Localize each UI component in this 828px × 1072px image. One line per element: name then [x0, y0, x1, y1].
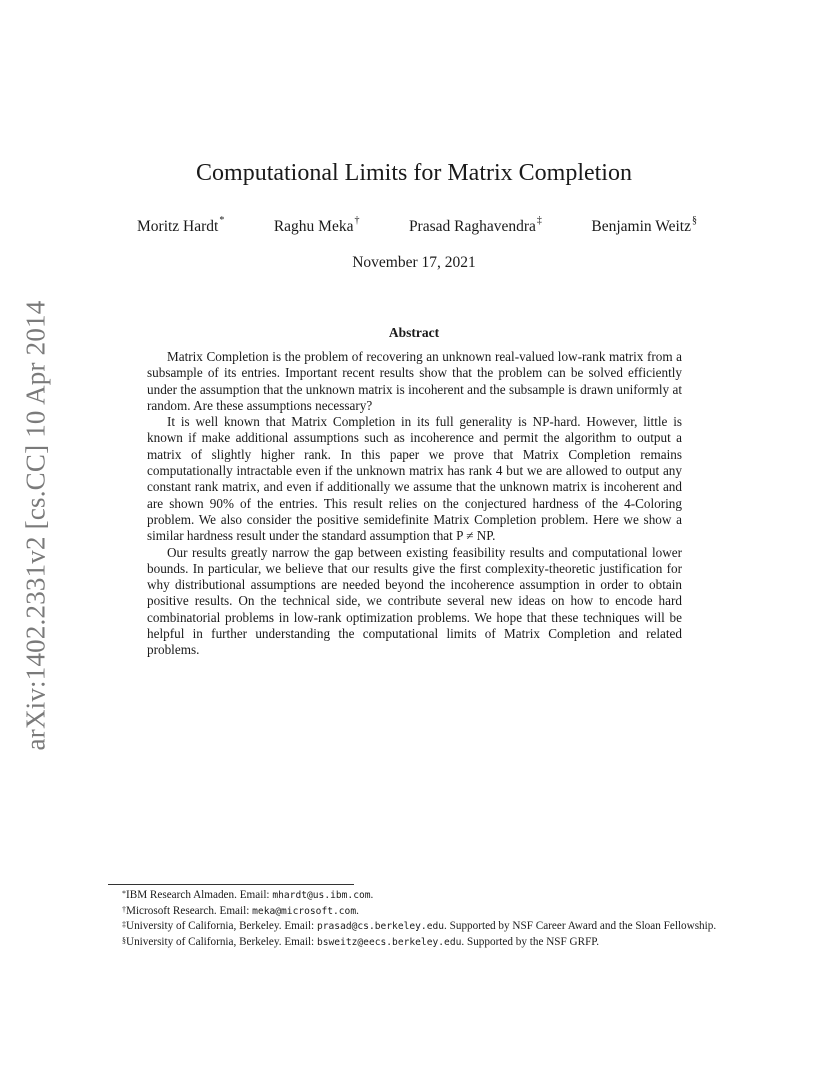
- footnote-text: .: [370, 889, 374, 901]
- author-meka: [273, 215, 360, 236]
- paper-date: November 17, 2021: [352, 254, 476, 271]
- author-name: Raghu Meka: [273, 218, 354, 235]
- footnote-email: prasad@cs.berkeley.edu: [316, 921, 445, 933]
- footnote-email: meka@microsoft.com: [252, 905, 357, 917]
- footnote-text: . Supported by the NSF GRFP.: [461, 935, 600, 948]
- author-footnote-mark: §: [692, 215, 697, 226]
- abstract-body: [147, 349, 682, 659]
- footnote-divider: [108, 884, 354, 885]
- footnote-raghavendra: [108, 919, 720, 935]
- footnote-email: mhardt@us.ibm.com: [272, 890, 371, 901]
- footnote-text: .: [356, 904, 359, 917]
- arxiv-identifier-stamp: [14, 295, 58, 755]
- footnote-meka: [108, 904, 720, 920]
- author-name: Benjamin Weitz: [591, 218, 691, 235]
- paper-title: Computational Limits for Matrix Completion: [196, 160, 632, 186]
- author-list: [137, 215, 697, 236]
- author-footnote-mark: †: [354, 215, 360, 226]
- footnote-hardt: [108, 888, 720, 904]
- footnote-mark: §: [122, 935, 126, 945]
- author-footnote-mark: *: [219, 215, 225, 226]
- footnote-text: Microsoft Research. Email:: [126, 904, 253, 917]
- footnote-text: University of California, Berkeley. Email:: [126, 920, 317, 933]
- author-footnote-mark: ‡: [536, 215, 542, 226]
- abstract-heading: Abstract: [388, 325, 440, 340]
- footnote-mark: *: [122, 889, 126, 898]
- footnote-email: bsweitz@eecs.berkeley.edu: [316, 936, 462, 948]
- footnote-mark: ‡: [122, 920, 126, 930]
- abstract-paragraph: It is well known that Matrix Completion in its full generality is NP-hard. However, little is known if make additional assumptions such as incoherence and permit the algorithm to output a matrix of slightly higher rank. In this paper we prove that Matrix Completion remains computationally intractable even if the unknown matrix has rank 4 but we are allowed to output any constant rank matrix, and even if additionally we assume that the unknown matrix is incoherent and are shown 90% of the entries. This result relies on the conjectured hardness of the 4-Coloring problem. We also consider the positive semidefinite Matrix Completion problem. Here we show a similar hardness result under the standard assumption that P ≠ NP.: [147, 414, 682, 544]
- footnote-text: University of California, Berkeley. Email:: [126, 935, 317, 948]
- footnotes: [108, 888, 720, 950]
- author-name: Prasad Raghavendra: [408, 218, 536, 235]
- footnote-text: . Supported by NSF Career Award and the Sloan Fellowship.: [444, 920, 717, 933]
- author-weitz: [591, 215, 697, 236]
- footnote-weitz: [108, 935, 720, 951]
- abstract-paragraph: Matrix Completion is the problem of recovering an unknown real-valued low-rank matrix from a subsample of its entries. Important recent results show that the problem can be solved efficiently under the assumption that the unknown matrix is incoherent and the subsample is drawn uniformly at random. Are these assumptions necessary?: [147, 349, 682, 413]
- footnote-text: IBM Research Almaden. Email:: [126, 889, 273, 901]
- author-name: Moritz Hardt: [137, 218, 219, 235]
- arxiv-identifier-text: arXiv:1402.2331v2 [cs.CC] 10 Apr 2014: [20, 300, 51, 750]
- abstract-paragraph: Our results greatly narrow the gap between existing feasibility results and computational lower bounds. In particular, we believe that our results give the first complexity-theoretic justification for why distributional assumptions are needed beyond the incoherence assumption in order to obtain positive results. On the technical side, we contribute several new ideas on how to encode hard combinatorial problems in low-rank optimization problems. We hope that these techniques will be helpful in further understanding the computational limits of Matrix Completion and related problems.: [147, 544, 682, 658]
- author-raghavendra: [408, 215, 542, 236]
- footnote-mark: †: [122, 904, 126, 914]
- author-hardt: [137, 215, 225, 236]
